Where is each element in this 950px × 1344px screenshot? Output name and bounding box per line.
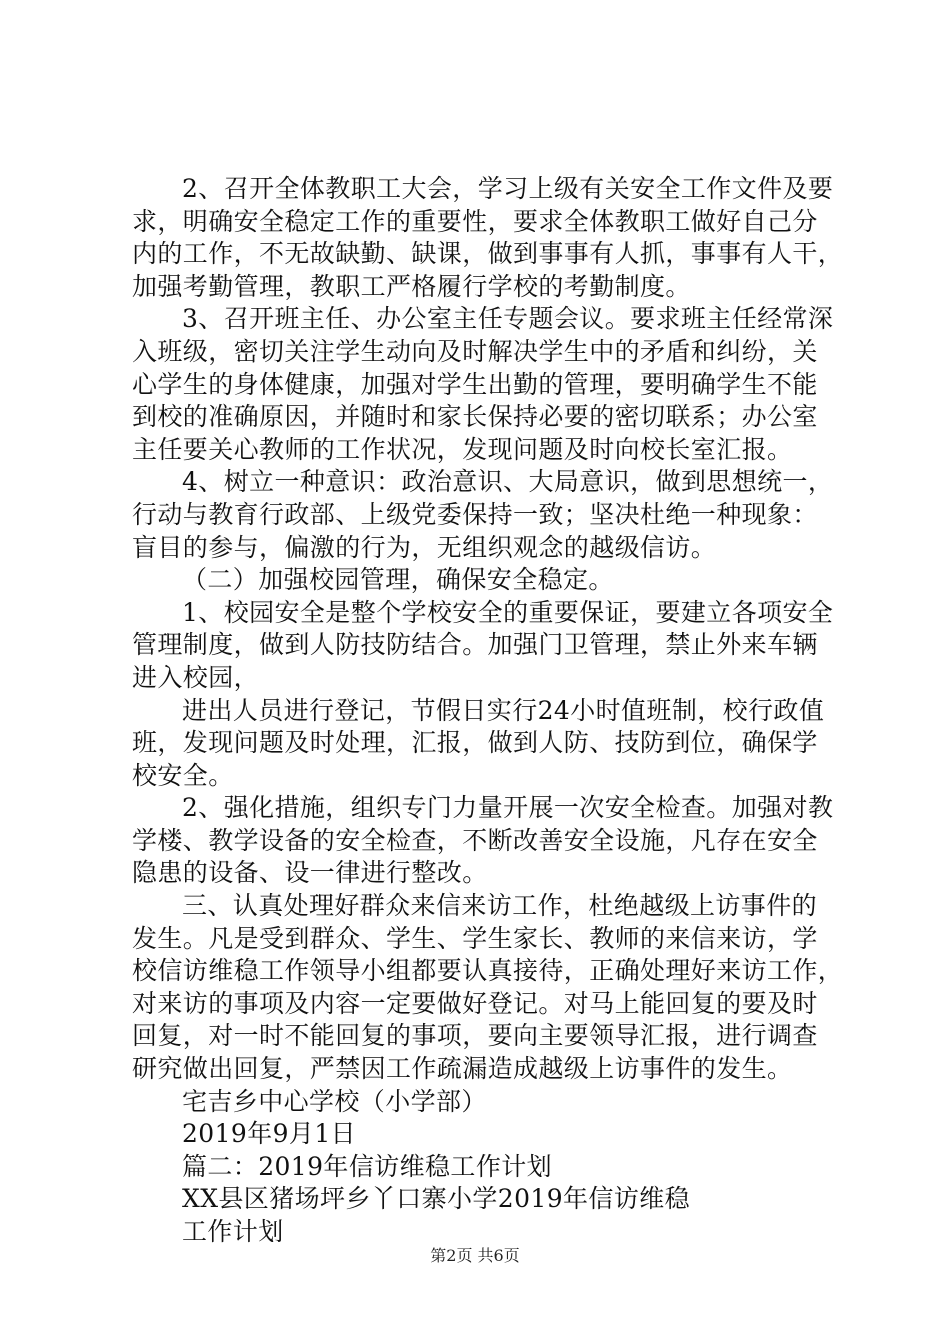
text-line: 内的工作，不无故缺勤、缺课，做到事事有人抓，事事有人干，: [132, 239, 844, 269]
text-line: 盲目的参与，偏激的行为，无组织观念的越级信访。: [132, 532, 717, 562]
text-line: 隐患的设备、设一律进行整改。: [132, 858, 488, 888]
text-line: 班，发现问题及时处理，汇报，做到人防、技防到位，确保学: [132, 728, 818, 758]
text-line: 心学生的身体健康，加强对学生出勤的管理，要明确学生不能: [132, 369, 818, 399]
text-line: 回复，对一时不能回复的事项，要向主要领导汇报，进行调查: [132, 1021, 818, 1051]
text-line: 三、认真处理好群众来信来访工作，杜绝越级上访事件的: [182, 891, 818, 921]
text-line: 4、树立一种意识：政治意识、大局意识，做到思想统一，: [182, 467, 834, 497]
text-line: 校信访维稳工作领导小组都要认真接待，正确处理好来访工作，: [132, 956, 844, 986]
text-line: 入班级，密切关注学生动向及时解决学生中的矛盾和纠纷，关: [132, 336, 818, 366]
text-line: 进出人员进行登记，节假日实行24小时值班制，校行政值: [182, 695, 825, 725]
text-line: 工作计划: [182, 1217, 284, 1246]
text-line: 2019年9月1日: [182, 1119, 357, 1149]
text-line: 学楼、教学设备的安全检查，不断改善安全设施，凡存在安全: [132, 825, 818, 855]
text-line: 研究做出回复，严禁因工作疏漏造成越级上访事件的发生。: [132, 1054, 793, 1084]
page-number-footer: 第2页 共6页: [430, 1246, 520, 1265]
text-line: 发生。凡是受到群众、学生、学生家长、教师的来信来访，学: [132, 923, 818, 953]
text-line: 对来访的事项及内容一定要做好登记。对马上能回复的要及时: [132, 988, 818, 1018]
text-line: 宅吉乡中心学校（小学部）: [182, 1086, 487, 1116]
text-line: 2、召开全体教职工大会，学习上级有关安全工作文件及要: [182, 174, 834, 203]
text-line: 行动与教育行政部、上级党委保持一致；坚决杜绝一种现象：: [132, 499, 818, 529]
text-line: XX县区猪场坪乡丫口寨小学2019年信访维稳: [182, 1184, 691, 1214]
text-line: 1、校园安全是整个学校安全的重要保证，要建立各项安全: [182, 597, 834, 627]
document-body: [132, 173, 844, 1249]
text-line: 到校的准确原因，并随时和家长保持必要的密切联系；办公室: [132, 402, 818, 432]
text-line: 进入校园，: [132, 662, 260, 692]
text-line: 篇二：2019年信访维稳工作计划: [182, 1151, 553, 1181]
text-line: 加强考勤管理，教职工严格履行学校的考勤制度。: [132, 271, 691, 301]
text-line: （二）加强校园管理，确保安全稳定。: [182, 565, 614, 595]
text-line: 2、强化措施，组织专门力量开展一次安全检查。加强对教: [182, 793, 834, 823]
text-line: 管理制度，做到人防技防结合。加强门卫管理，禁止外来车辆: [132, 630, 818, 660]
text-line: 3、召开班主任、办公室主任专题会议。要求班主任经常深: [182, 304, 834, 334]
text-line: 求，明确安全稳定工作的重要性，要求全体教职工做好自己分: [132, 206, 818, 236]
text-line: 主任要关心教师的工作状况，发现问题及时向校长室汇报。: [132, 434, 793, 464]
text-line: 校安全。: [132, 760, 234, 790]
